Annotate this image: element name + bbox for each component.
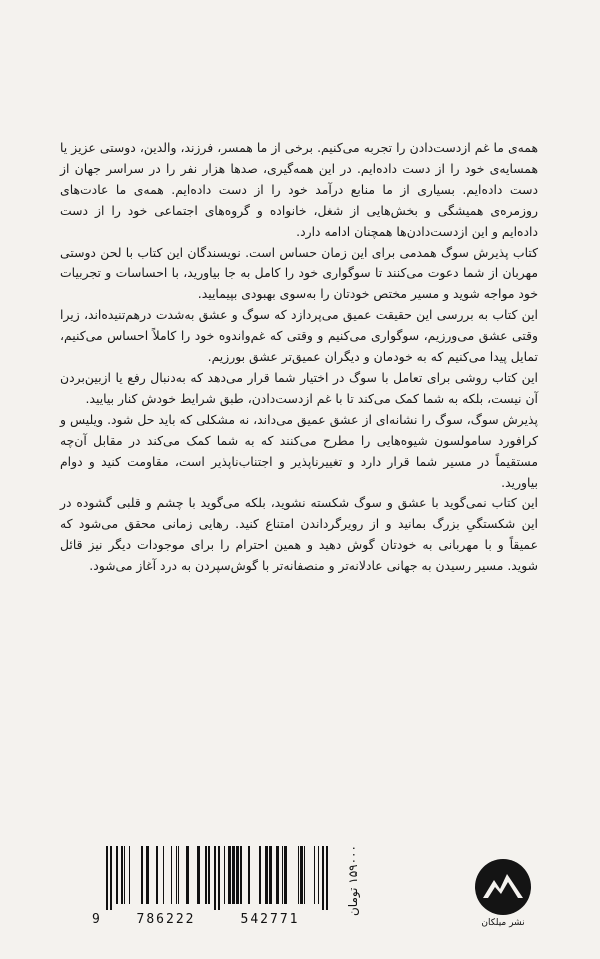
paragraph-2: کتاب پذیرش سوگ همدمی برای این زمان حساس است. نویسندگان این کتاب با لحن دوستی مهربان از شما دعوت می‌کنند تا سوگواری خود را کامل به جا بیاورید، با احساسات و تجربیات خود مواجه شوید و مسیر مختص خودتان را به‌سوی بهبودی بپیمایید. — [60, 244, 538, 302]
paragraph-4: این کتاب روشی برای تعامل با سوگ در اختیار شما قرار می‌دهد که به‌دنبال رفع یا ازبین‌بردن آن نیست، بلکه به شما کمک می‌کند تا با غم ازدست‌دادن، طبق شرایط خودش کنار بیایید. — [60, 369, 538, 406]
barcode-bars — [106, 846, 330, 910]
publisher-name: نشر میلکان — [481, 918, 525, 928]
isbn-group-1: 786222 — [136, 912, 196, 927]
back-cover-text — [60, 138, 538, 577]
isbn-barcode — [92, 842, 330, 942]
paragraph-1: همه‌ی ما غم ازدست‌دادن را تجربه می‌کنیم. برخی از ما همسر، فرزند، والدین، دوستی عزیز یا همسایه‌ی خود را از دست داده‌ایم. در این همه‌گیری، صدها هزار نفر را در سراسر جهان از دست داده‌ایم. بسیاری از ما منابع درآمد خود را از دست داده‌ایم. همه‌ی ما عادت‌های روزمره‌ی همیشگی و بخش‌هایی از شغل، خانواده و گروه‌های اجتماعی خود را از دست داده‌ایم و این ازدست‌دادن‌ها همچنان ادامه دارد. — [60, 140, 538, 239]
paragraph-5: پذیرش سوگ، سوگ را نشانه‌ای از عشق عمیق می‌داند، نه مشکلی که باید حل شود. ویلیس و کرافورد سامولسون شیوه‌هایی را مطرح می‌کنند که به شما کمک می‌کند در مقابل آن‌چه مستقیماً در مسیر شما قرار دارد و تغییرناپذیر و اجتناب‌ناپذیر است، مقاومت کنید و دوام بیاورید. — [60, 411, 538, 490]
isbn-group-2: 542771 — [240, 912, 300, 927]
mountain-peaks-icon — [474, 858, 532, 916]
isbn-number — [92, 912, 332, 927]
isbn-first-digit: 9 — [92, 912, 101, 927]
publisher-logo — [474, 858, 532, 932]
price-label: ۱۵۹۰۰۰ تومان — [346, 845, 360, 917]
paragraph-6: این کتاب نمی‌گوید با عشق و سوگ شکسته نشوید، بلکه می‌گوید با چشم و قلبی گشوده در این شکستگیِ بزرگ بمانید و از رویرگرداندن امتناع کنید. رهایی زمانی محقق می‌شود که عمیقاً و با مهربانی به خودتان گوش دهید و همین احترام را برای موجودات دیگر نیز قائل شوید. مسیر رسیدن به جهانی عادلانه‌تر و منصفانه‌تر با گوش‌سپردن به درد آغاز می‌شود. — [60, 495, 538, 574]
paragraph-3: این کتاب به بررسی این حقیقت عمیق می‌پردازد که سوگ و عشق به‌شدت درهم‌تنیده‌اند، زیرا وقتی عشق می‌ورزیم، سوگواری می‌کنیم و وقتی که غم‌واندوه خود را کاملاً احساس می‌کنیم، تمایل پیدا می‌کنیم که به خودمان و دیگران عمیق‌تر عشق بورزیم. — [60, 307, 538, 365]
